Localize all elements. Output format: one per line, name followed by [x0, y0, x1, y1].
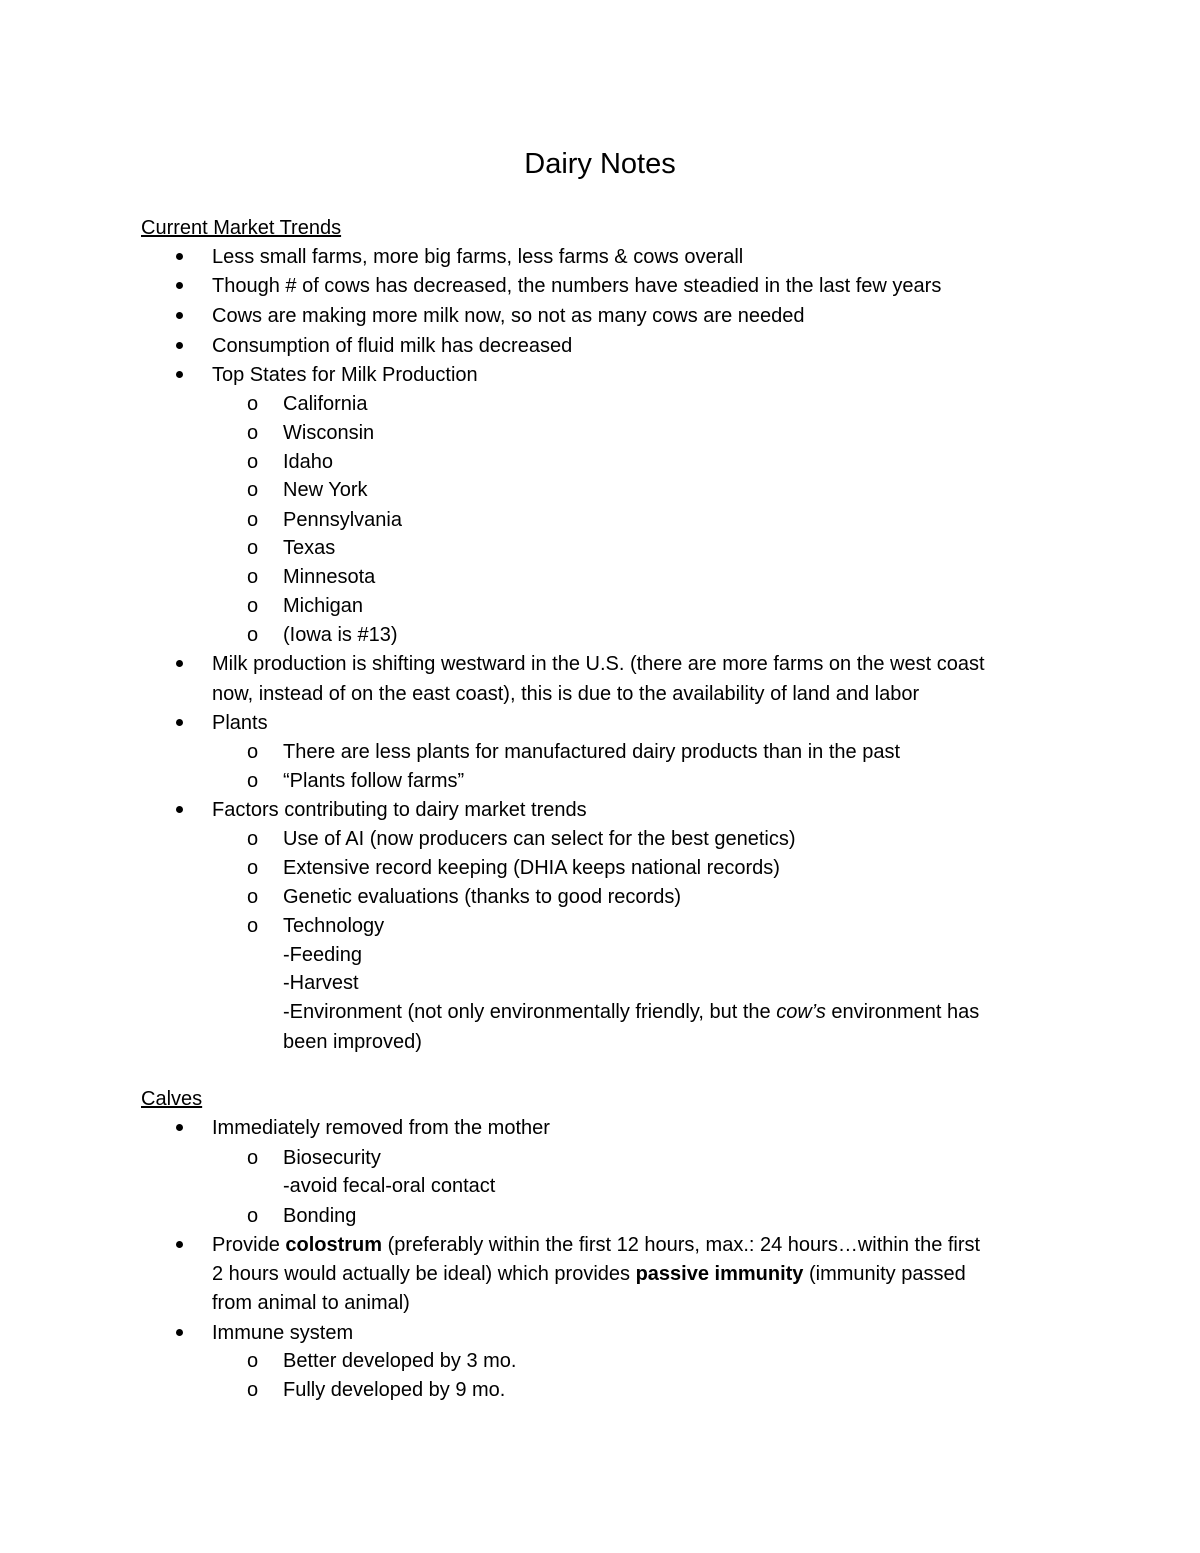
sub-bullet: o	[247, 886, 259, 908]
note-text: environment has	[825, 1001, 980, 1023]
sub-bullet: o	[247, 770, 259, 792]
bullet-dot	[176, 660, 183, 667]
list-item: Factors contributing to dairy market trends	[212, 799, 587, 821]
list-item: Consumption of fluid milk has decreased	[212, 335, 573, 357]
section-heading-calves: Calves	[141, 1088, 203, 1110]
sub-bullet: o	[247, 828, 259, 850]
sub-list-item: Genetic evaluations (thanks to good records)	[283, 886, 681, 908]
bullet-dot	[176, 371, 183, 378]
note-line: -Harvest	[283, 972, 359, 994]
note-line: -avoid fecal-oral contact	[283, 1175, 496, 1197]
list-item-continuation	[212, 1260, 966, 1289]
sub-bullet: o	[247, 479, 259, 501]
note-line: been improved)	[283, 1031, 422, 1053]
sub-list-item: “Plants follow farms”	[283, 770, 465, 792]
list-item: Milk production is shifting westward in the U.S. (there are more farms on the west coast	[212, 653, 985, 675]
sub-list-item: Better developed by 3 mo.	[283, 1350, 517, 1372]
bullet-dot	[176, 1241, 183, 1248]
note-emphasis: cow’s	[776, 1001, 826, 1023]
list-item-continuation: now, instead of on the east coast), this is due to the availability of land and labor	[212, 683, 920, 705]
bullet-dot	[176, 253, 183, 260]
list-item	[212, 1231, 980, 1260]
bullet-dot	[176, 1329, 183, 1336]
item-bold: passive immunity	[635, 1263, 804, 1285]
sub-list-item: Extensive record keeping (DHIA keeps national records)	[283, 857, 780, 879]
sub-bullet: o	[247, 1379, 259, 1401]
bullet-dot	[176, 806, 183, 813]
sub-bullet: o	[247, 422, 259, 444]
sub-list-item: Technology	[283, 915, 385, 937]
note-text: -Environment (not only environmentally friendly, but the	[283, 1001, 777, 1023]
bullet-dot	[176, 719, 183, 726]
list-item: Cows are making more milk now, so not as many cows are needed	[212, 305, 805, 327]
sub-bullet: o	[247, 1350, 259, 1372]
bullet-dot	[176, 282, 183, 289]
sub-list-item: Wisconsin	[283, 422, 375, 444]
bullet-dot	[176, 312, 183, 319]
sub-bullet: o	[247, 1205, 259, 1227]
bullet-dot	[176, 1124, 183, 1131]
item-text: (immunity passed	[803, 1263, 966, 1285]
sub-list-item: Fully developed by 9 mo.	[283, 1379, 506, 1401]
section-heading-market-trends: Current Market Trends	[141, 217, 342, 239]
note-line: -Feeding	[283, 944, 362, 966]
sub-list-item: Texas	[283, 537, 336, 559]
item-text: (preferably within the first 12 hours, max.: 24 hours…within the first	[382, 1234, 981, 1256]
sub-bullet: o	[247, 537, 259, 559]
sub-bullet: o	[247, 595, 259, 617]
sub-bullet: o	[247, 566, 259, 588]
sub-list-item: (Iowa is #13)	[283, 624, 398, 646]
sub-bullet: o	[247, 1147, 259, 1169]
item-text: 2 hours would actually be ideal) which provides	[212, 1263, 636, 1285]
sub-list-item: Biosecurity	[283, 1147, 381, 1169]
sub-list-item: Michigan	[283, 595, 364, 617]
item-bold: colostrum	[285, 1234, 383, 1256]
list-item: Less small farms, more big farms, less farms & cows overall	[212, 246, 744, 268]
list-item-continuation: from animal to animal)	[212, 1292, 410, 1314]
sub-list-item: Bonding	[283, 1205, 357, 1227]
sub-bullet: o	[247, 857, 259, 879]
sub-list-item: Idaho	[283, 451, 334, 473]
note-line	[283, 998, 979, 1027]
page-title: Dairy Notes	[524, 148, 676, 180]
sub-bullet: o	[247, 915, 259, 937]
list-item: Immune system	[212, 1322, 354, 1344]
list-item: Plants	[212, 712, 268, 734]
sub-list-item: California	[283, 393, 368, 415]
sub-bullet: o	[247, 509, 259, 531]
sub-bullet: o	[247, 451, 259, 473]
sub-list-item: New York	[283, 479, 368, 501]
sub-bullet: o	[247, 741, 259, 763]
sub-list-item: Minnesota	[283, 566, 376, 588]
item-text: Provide	[212, 1234, 286, 1256]
list-item: Top States for Milk Production	[212, 364, 478, 386]
list-item: Immediately removed from the mother	[212, 1117, 550, 1139]
sub-bullet: o	[247, 393, 259, 415]
bullet-dot	[176, 342, 183, 349]
sub-list-item: Use of AI (now producers can select for the best genetics)	[283, 828, 796, 850]
sub-list-item: Pennsylvania	[283, 509, 402, 531]
sub-list-item: There are less plants for manufactured dairy products than in the past	[283, 741, 901, 763]
list-item: Though # of cows has decreased, the numbers have steadied in the last few years	[212, 275, 942, 297]
sub-bullet: o	[247, 624, 259, 646]
